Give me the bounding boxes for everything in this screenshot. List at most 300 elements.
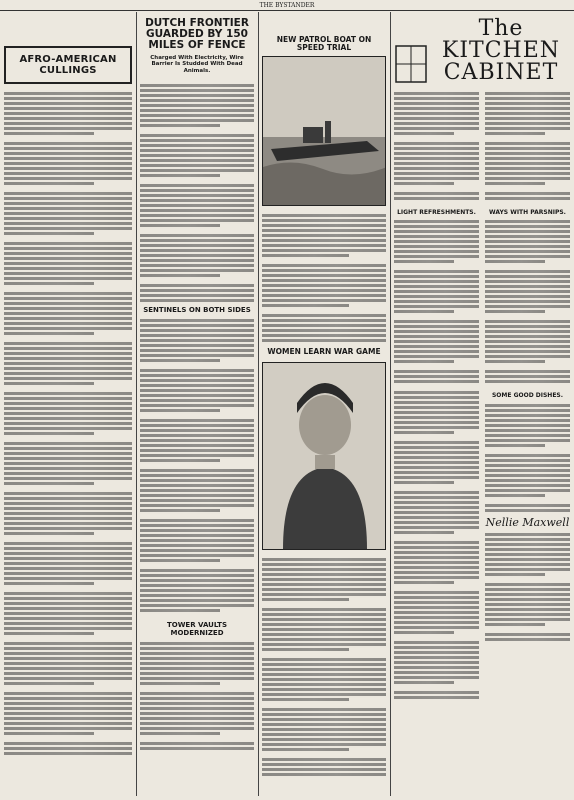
text-line	[140, 84, 254, 87]
text-line	[262, 678, 386, 681]
text-line	[140, 259, 254, 262]
text-line	[4, 167, 132, 170]
text-line	[262, 284, 386, 287]
text-line	[394, 295, 479, 298]
text-line	[485, 444, 545, 447]
text-line	[485, 280, 570, 283]
text-line	[140, 742, 254, 745]
text-line	[140, 379, 254, 382]
text-line	[4, 527, 132, 530]
text-line	[485, 275, 570, 278]
text-line	[4, 447, 132, 450]
text-line	[394, 526, 479, 529]
text-line	[485, 107, 570, 110]
text-line	[394, 496, 479, 499]
text-line	[262, 279, 386, 282]
text-line	[4, 657, 132, 660]
text-line	[394, 127, 479, 130]
text-line	[4, 102, 132, 105]
text-line	[485, 310, 545, 313]
text-line	[394, 476, 479, 479]
article-body	[140, 84, 254, 302]
text-line	[485, 290, 570, 293]
text-line	[140, 164, 254, 167]
text-line	[262, 239, 386, 242]
text-line	[394, 270, 479, 273]
text-line	[262, 578, 386, 581]
woman-photo	[262, 362, 386, 550]
text-line	[394, 656, 479, 659]
text-line	[262, 573, 386, 576]
text-line	[140, 359, 220, 362]
text-line	[4, 627, 132, 630]
text-line	[140, 114, 254, 117]
column-dutch-frontier	[140, 12, 254, 796]
text-line	[140, 319, 254, 322]
text-line	[140, 374, 254, 377]
text-line	[485, 538, 570, 541]
text-line	[394, 426, 479, 429]
text-line	[394, 696, 479, 699]
text-line	[394, 666, 479, 669]
text-line	[394, 401, 479, 404]
text-line	[394, 631, 454, 634]
text-line	[4, 552, 132, 555]
text-line	[4, 597, 132, 600]
text-line	[4, 127, 132, 130]
text-line	[140, 174, 220, 177]
text-line	[394, 375, 479, 378]
text-line	[394, 651, 479, 654]
article-body	[394, 90, 479, 202]
article-body	[140, 319, 254, 617]
text-line	[4, 227, 132, 230]
text-line	[4, 157, 132, 160]
text-line	[140, 104, 254, 107]
text-line	[4, 117, 132, 120]
column-rule	[136, 12, 137, 796]
text-line	[4, 232, 94, 235]
article-body	[262, 558, 386, 776]
text-line	[485, 122, 570, 125]
text-line	[394, 576, 479, 579]
text-line	[485, 464, 570, 467]
text-line	[262, 314, 386, 317]
text-line	[4, 317, 132, 320]
text-line	[140, 159, 254, 162]
text-line	[485, 573, 545, 576]
text-line	[4, 727, 132, 730]
text-line	[4, 107, 132, 110]
text-line	[140, 599, 254, 602]
text-line	[4, 677, 132, 680]
text-line	[485, 543, 570, 546]
text-line	[394, 556, 479, 559]
text-line	[394, 355, 479, 358]
text-line	[140, 657, 254, 660]
text-line	[140, 154, 254, 157]
text-line	[485, 504, 570, 507]
text-line	[140, 519, 254, 522]
text-line	[262, 568, 386, 571]
text-line	[140, 244, 254, 247]
text-line	[394, 461, 479, 464]
text-line	[262, 264, 386, 267]
text-line	[140, 529, 254, 532]
text-line	[262, 598, 349, 601]
text-line	[140, 134, 254, 137]
text-line	[262, 743, 386, 746]
text-line	[394, 506, 479, 509]
text-line	[485, 270, 570, 273]
text-line	[140, 469, 254, 472]
text-line	[262, 683, 386, 686]
text-line	[394, 621, 479, 624]
text-line	[140, 189, 254, 192]
text-line	[140, 692, 254, 695]
text-line	[140, 707, 254, 710]
text-line	[262, 773, 386, 776]
text-line	[4, 307, 132, 310]
text-line	[394, 641, 479, 644]
text-line	[140, 429, 254, 432]
text-line	[394, 255, 479, 258]
text-line	[394, 350, 479, 353]
text-line	[140, 489, 254, 492]
text-line	[140, 494, 254, 497]
text-line	[394, 182, 454, 185]
text-line	[394, 431, 454, 434]
article-body	[485, 90, 570, 202]
text-line	[140, 239, 254, 242]
text-line	[140, 144, 254, 147]
text-line	[4, 462, 132, 465]
author-signature: Nellie Maxwell	[485, 515, 570, 529]
text-line	[262, 563, 386, 566]
text-line	[485, 127, 570, 130]
kitchen-title: The KITCHEN	[441, 16, 561, 63]
text-line	[140, 454, 254, 457]
text-line	[262, 613, 386, 616]
text-line	[394, 245, 479, 248]
text-line	[140, 94, 254, 97]
text-line	[485, 162, 570, 165]
text-line	[394, 491, 479, 494]
text-line	[140, 549, 254, 552]
text-line	[394, 345, 479, 348]
article-body	[485, 533, 570, 641]
text-line	[262, 693, 386, 696]
text-line	[485, 245, 570, 248]
text-line	[394, 591, 479, 594]
text-line	[140, 509, 220, 512]
text-line	[4, 297, 132, 300]
text-line	[140, 194, 254, 197]
text-line	[485, 434, 570, 437]
text-line	[4, 147, 132, 150]
text-line	[262, 728, 386, 731]
text-line	[140, 449, 254, 452]
text-line	[4, 377, 132, 380]
text-line	[485, 305, 570, 308]
text-line	[4, 182, 94, 185]
column-rule	[258, 12, 259, 796]
text-line	[262, 588, 386, 591]
text-line	[4, 242, 132, 245]
text-line	[140, 672, 254, 675]
text-line	[4, 92, 132, 95]
text-line	[485, 142, 570, 145]
text-line	[4, 272, 132, 275]
text-line	[140, 209, 254, 212]
text-line	[485, 568, 570, 571]
text-line	[4, 747, 132, 750]
text-line	[485, 320, 570, 323]
text-line	[4, 477, 132, 480]
text-line	[4, 522, 132, 525]
text-line	[262, 708, 386, 711]
text-line	[4, 97, 132, 100]
text-line	[140, 439, 254, 442]
text-line	[394, 596, 479, 599]
text-line	[262, 294, 386, 297]
text-line	[485, 608, 570, 611]
text-line	[485, 197, 570, 200]
boat-illustration	[263, 57, 386, 205]
text-line	[140, 274, 220, 277]
text-line	[485, 345, 570, 348]
text-line	[4, 707, 132, 710]
text-line	[4, 372, 132, 375]
article-subhead: SOME GOOD DISHES.	[491, 392, 564, 400]
patrol-boat-photo	[262, 56, 386, 206]
text-line	[394, 132, 454, 135]
text-line	[394, 380, 479, 383]
text-line	[140, 389, 254, 392]
text-line	[140, 139, 254, 142]
text-line	[262, 593, 386, 596]
text-line	[4, 602, 132, 605]
text-line	[262, 623, 386, 626]
article-headline: DUTCH FRONTIER GUARDED BY 150 MILES OF FENCE	[145, 17, 249, 52]
text-line	[394, 466, 479, 469]
text-line	[140, 234, 254, 237]
text-line	[394, 421, 479, 424]
text-line	[140, 384, 254, 387]
text-line	[140, 329, 254, 332]
text-line	[262, 768, 386, 771]
text-line	[4, 262, 132, 265]
text-line	[4, 392, 132, 395]
text-line	[4, 362, 132, 365]
text-line	[4, 542, 132, 545]
text-line	[4, 622, 132, 625]
text-line	[394, 626, 479, 629]
text-line	[262, 254, 349, 257]
text-line	[140, 647, 254, 650]
text-line	[4, 277, 132, 280]
text-line	[4, 672, 132, 675]
text-line	[140, 369, 254, 372]
text-line	[485, 633, 570, 636]
text-line	[140, 269, 254, 272]
text-line	[485, 97, 570, 100]
text-line	[262, 718, 386, 721]
text-line	[4, 492, 132, 495]
text-line	[262, 229, 386, 232]
text-line	[140, 424, 254, 427]
text-line	[4, 162, 132, 165]
text-line	[4, 512, 132, 515]
text-line	[485, 533, 570, 536]
text-line	[140, 727, 254, 730]
text-line	[4, 497, 132, 500]
column-rule	[390, 12, 391, 796]
text-line	[262, 324, 386, 327]
photo-headline: WOMEN LEARN WAR GAME	[267, 346, 381, 356]
text-line	[485, 474, 570, 477]
text-line	[4, 312, 132, 315]
text-line	[262, 299, 386, 302]
text-line	[485, 593, 570, 596]
text-line	[394, 661, 479, 664]
column-kitchen-cabinet	[394, 12, 570, 796]
text-line	[4, 547, 132, 550]
text-line	[394, 290, 479, 293]
text-line	[394, 416, 479, 419]
text-line	[485, 152, 570, 155]
text-line	[394, 481, 454, 484]
text-line	[394, 147, 479, 150]
text-line	[4, 682, 94, 685]
text-line	[485, 419, 570, 422]
text-line	[140, 434, 254, 437]
text-line	[140, 712, 254, 715]
text-line	[485, 370, 570, 373]
text-line	[262, 319, 386, 322]
text-line	[140, 554, 254, 557]
text-line	[485, 225, 570, 228]
text-line	[394, 411, 479, 414]
text-line	[394, 192, 479, 195]
text-line	[4, 357, 132, 360]
article-subhead: LIGHT REFRESHMENTS.	[397, 209, 476, 216]
text-line	[485, 330, 570, 333]
text-line	[394, 122, 479, 125]
text-line	[140, 264, 254, 267]
text-line	[394, 456, 479, 459]
text-line	[394, 107, 479, 110]
text-line	[485, 469, 570, 472]
text-line	[262, 698, 349, 701]
text-line	[485, 172, 570, 175]
text-line	[394, 280, 479, 283]
text-line	[4, 702, 132, 705]
text-line	[485, 230, 570, 233]
text-line	[394, 391, 479, 394]
text-line	[394, 676, 479, 679]
text-line	[4, 607, 132, 610]
text-line	[262, 214, 386, 217]
text-line	[394, 197, 479, 200]
text-line	[4, 717, 132, 720]
text-line	[140, 584, 254, 587]
text-line	[394, 220, 479, 223]
text-line	[394, 561, 479, 564]
text-line	[4, 452, 132, 455]
text-line	[262, 628, 386, 631]
text-line	[140, 609, 220, 612]
kitchen-cabinet-masthead	[394, 18, 570, 84]
text-line	[4, 267, 132, 270]
text-line	[262, 633, 386, 636]
text-line	[262, 558, 386, 561]
text-line	[4, 472, 132, 475]
text-line	[394, 340, 479, 343]
text-line	[262, 643, 386, 646]
text-line	[140, 747, 254, 750]
text-line	[262, 723, 386, 726]
text-line	[394, 102, 479, 105]
text-line	[140, 717, 254, 720]
text-line	[485, 235, 570, 238]
text-line	[140, 579, 254, 582]
text-line	[262, 648, 349, 651]
text-line	[262, 249, 386, 252]
text-line	[394, 310, 454, 313]
masthead-title: THE BYSTANDER	[259, 1, 315, 9]
text-line	[4, 352, 132, 355]
text-line	[140, 474, 254, 477]
text-line	[140, 499, 254, 502]
text-line	[262, 733, 386, 736]
text-line	[394, 441, 479, 444]
text-line	[394, 606, 479, 609]
text-line	[394, 92, 479, 95]
text-line	[4, 692, 132, 695]
text-line	[4, 502, 132, 505]
text-line	[140, 652, 254, 655]
text-line	[262, 673, 386, 676]
text-line	[140, 702, 254, 705]
text-line	[485, 439, 570, 442]
text-line	[262, 224, 386, 227]
text-line	[4, 217, 132, 220]
article-subhead: TOWER VAULTS MODERNIZED	[166, 621, 227, 637]
text-line	[485, 489, 570, 492]
text-line	[262, 758, 386, 761]
text-line	[140, 214, 254, 217]
text-line	[485, 603, 570, 606]
text-line	[262, 688, 386, 691]
text-line	[4, 322, 132, 325]
text-line	[485, 618, 570, 621]
text-line	[4, 667, 132, 670]
article-body	[485, 404, 570, 512]
text-line	[485, 147, 570, 150]
text-line	[4, 557, 132, 560]
text-line	[140, 604, 254, 607]
text-line	[4, 647, 132, 650]
text-line	[485, 484, 570, 487]
text-line	[394, 571, 479, 574]
photo-headline: NEW PATROL BOAT ON SPEED TRIAL	[276, 35, 372, 52]
text-line	[485, 157, 570, 160]
text-line	[262, 219, 386, 222]
text-line	[394, 360, 454, 363]
column-patrol-boat	[262, 12, 386, 796]
text-line	[485, 192, 570, 195]
